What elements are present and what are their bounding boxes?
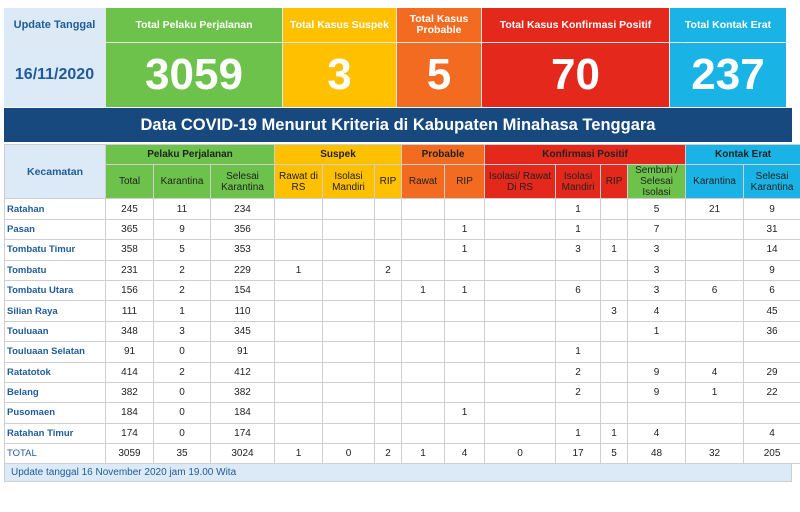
table-cell: 1 — [628, 321, 686, 341]
table-cell — [275, 321, 323, 341]
table-cell: 3 — [628, 240, 686, 260]
table-cell — [402, 342, 445, 362]
table-cell: 110 — [211, 301, 275, 321]
table-row — [5, 301, 800, 321]
table-cell — [323, 199, 375, 219]
column-header: Selesai Karantina — [744, 165, 800, 199]
district-name: Pasan — [5, 219, 106, 239]
table-cell — [375, 240, 402, 260]
table-row — [5, 280, 800, 300]
table-cell — [686, 260, 744, 280]
table-cell: 2 — [154, 280, 211, 300]
table-cell — [485, 342, 556, 362]
table-cell — [485, 382, 556, 402]
table-cell — [275, 403, 323, 423]
covid-dashboard — [4, 8, 792, 482]
table-cell: 9 — [628, 382, 686, 402]
table-row — [5, 382, 800, 402]
table-row — [5, 240, 800, 260]
table-row — [5, 260, 800, 280]
table-cell — [375, 423, 402, 443]
table-cell: 1 — [556, 342, 601, 362]
table-cell — [323, 342, 375, 362]
card-contacts-label: Total Kontak Erat — [670, 8, 786, 42]
table-cell: 184 — [211, 403, 275, 423]
table-cell — [601, 199, 628, 219]
table-cell: 365 — [106, 219, 154, 239]
table-cell — [485, 362, 556, 382]
table-cell: 0 — [154, 382, 211, 402]
card-travelers-label: Total Pelaku Perjalanan — [106, 8, 282, 42]
table-cell: 2 — [375, 260, 402, 280]
table-cell — [686, 403, 744, 423]
card-probable-value: 5 — [397, 43, 481, 107]
group-header: Konfirmasi Positif — [485, 145, 686, 165]
table-cell — [485, 321, 556, 341]
table-cell — [601, 362, 628, 382]
table-cell — [402, 240, 445, 260]
column-header: Isolasi Mandiri — [556, 165, 601, 199]
district-name: Touluaan Selatan — [5, 342, 106, 362]
table-cell: 9 — [154, 219, 211, 239]
table-cell — [402, 260, 445, 280]
column-header: Karantina — [686, 165, 744, 199]
table-cell — [323, 219, 375, 239]
table-cell — [628, 403, 686, 423]
district-name: TOTAL — [5, 444, 106, 464]
table-cell: 356 — [211, 219, 275, 239]
table-cell: 31 — [744, 219, 800, 239]
table-cell: 2 — [556, 362, 601, 382]
table-cell: 6 — [686, 280, 744, 300]
table-cell — [445, 382, 485, 402]
table-row — [5, 362, 800, 382]
table-cell — [402, 362, 445, 382]
district-name: Silian Raya — [5, 301, 106, 321]
table-cell: 45 — [744, 301, 800, 321]
group-header: Kontak Erat — [686, 145, 800, 165]
column-header: Isolasi/ Rawat Di RS — [485, 165, 556, 199]
table-cell — [445, 199, 485, 219]
table-cell — [375, 403, 402, 423]
kecamatan-header: Kecamatan — [5, 145, 106, 199]
table-cell: 0 — [154, 423, 211, 443]
table-cell — [601, 260, 628, 280]
table-cell — [402, 403, 445, 423]
table-cell: 3 — [628, 260, 686, 280]
table-cell: 5 — [601, 444, 628, 464]
table-cell — [601, 280, 628, 300]
table-cell — [744, 403, 800, 423]
table-cell: 22 — [744, 382, 800, 402]
table-cell — [375, 342, 402, 362]
table-cell: 17 — [556, 444, 601, 464]
table-cell: 2 — [154, 260, 211, 280]
table-cell — [375, 382, 402, 402]
update-date: 16/11/2020 — [4, 43, 105, 107]
table-cell: 91 — [106, 342, 154, 362]
table-cell: 29 — [744, 362, 800, 382]
table-cell — [375, 321, 402, 341]
table-cell: 3 — [556, 240, 601, 260]
table-cell: 1 — [445, 219, 485, 239]
table-cell — [485, 403, 556, 423]
table-cell: 1 — [445, 403, 485, 423]
district-name: Ratahan — [5, 199, 106, 219]
card-contacts-value: 237 — [670, 43, 786, 107]
table-cell: 174 — [106, 423, 154, 443]
table-cell — [323, 382, 375, 402]
table-cell: 1 — [402, 444, 445, 464]
table-cell: 14 — [744, 240, 800, 260]
column-header: Isolasi Mandiri — [323, 165, 375, 199]
card-travelers-value: 3059 — [106, 43, 282, 107]
table-cell — [485, 423, 556, 443]
table-cell — [445, 301, 485, 321]
table-cell: 2 — [375, 444, 402, 464]
table-cell — [323, 321, 375, 341]
table-cell: 353 — [211, 240, 275, 260]
column-header: Selesai Karantina — [211, 165, 275, 199]
table-cell: 4 — [628, 423, 686, 443]
footer-note: Update tanggal 16 November 2020 jam 19.00 Wita — [4, 464, 792, 482]
table-cell — [485, 280, 556, 300]
table-cell — [556, 301, 601, 321]
table-cell: 1 — [445, 280, 485, 300]
table-cell — [601, 382, 628, 402]
table-cell — [445, 321, 485, 341]
table-cell: 174 — [211, 423, 275, 443]
table-cell — [601, 219, 628, 239]
table-cell: 348 — [106, 321, 154, 341]
table-cell: 0 — [154, 342, 211, 362]
table-cell — [275, 219, 323, 239]
table-cell — [686, 342, 744, 362]
table-cell — [323, 403, 375, 423]
table-row — [5, 321, 800, 341]
column-header: Karantina — [154, 165, 211, 199]
table-cell — [445, 423, 485, 443]
district-name: Ratahan Timur — [5, 423, 106, 443]
card-suspect-label: Total Kasus Suspek — [283, 8, 396, 42]
card-confirmed-value: 70 — [482, 43, 669, 107]
table-cell: 21 — [686, 199, 744, 219]
table-cell: 382 — [211, 382, 275, 402]
table-cell: 91 — [211, 342, 275, 362]
table-cell: 234 — [211, 199, 275, 219]
table-cell — [556, 321, 601, 341]
table-cell: 358 — [106, 240, 154, 260]
table-cell: 1 — [556, 219, 601, 239]
table-cell: 9 — [628, 362, 686, 382]
table-cell: 0 — [323, 444, 375, 464]
district-table — [4, 144, 800, 464]
table-row — [5, 423, 800, 443]
table-cell — [375, 219, 402, 239]
table-cell: 1 — [275, 260, 323, 280]
table-cell — [323, 260, 375, 280]
table-cell — [275, 362, 323, 382]
table-cell: 4 — [628, 301, 686, 321]
table-cell: 412 — [211, 362, 275, 382]
table-cell: 2 — [556, 382, 601, 402]
table-cell — [628, 342, 686, 362]
table-cell — [275, 342, 323, 362]
group-header: Suspek — [275, 145, 402, 165]
table-cell — [686, 240, 744, 260]
table-cell — [402, 321, 445, 341]
table-cell: 0 — [154, 403, 211, 423]
table-cell: 1 — [686, 382, 744, 402]
table-cell: 382 — [106, 382, 154, 402]
table-cell — [445, 362, 485, 382]
table-cell — [375, 362, 402, 382]
table-cell — [323, 423, 375, 443]
table-cell: 245 — [106, 199, 154, 219]
table-cell: 3 — [154, 321, 211, 341]
table-cell — [275, 199, 323, 219]
table-cell: 48 — [628, 444, 686, 464]
column-header: Rawat di RS — [275, 165, 323, 199]
district-name: Pusomaen — [5, 403, 106, 423]
table-cell: 32 — [686, 444, 744, 464]
table-cell — [275, 423, 323, 443]
table-cell — [402, 423, 445, 443]
table-cell — [485, 199, 556, 219]
table-cell — [686, 321, 744, 341]
table-cell: 4 — [744, 423, 800, 443]
table-cell: 154 — [211, 280, 275, 300]
table-cell — [744, 342, 800, 362]
table-cell: 5 — [628, 199, 686, 219]
district-name: Ratatotok — [5, 362, 106, 382]
table-row — [5, 199, 800, 219]
table-cell — [601, 342, 628, 362]
table-cell: 414 — [106, 362, 154, 382]
table-cell: 0 — [485, 444, 556, 464]
district-name: Tombatu Timur — [5, 240, 106, 260]
table-cell — [323, 362, 375, 382]
table-cell: 6 — [556, 280, 601, 300]
table-cell: 1 — [445, 240, 485, 260]
table-cell: 229 — [211, 260, 275, 280]
table-cell — [375, 280, 402, 300]
update-label: Update Tanggal — [4, 8, 105, 42]
table-cell: 36 — [744, 321, 800, 341]
table-cell — [485, 260, 556, 280]
table-cell: 1 — [154, 301, 211, 321]
column-header: Total — [106, 165, 154, 199]
table-cell — [275, 240, 323, 260]
group-header: Probable — [402, 145, 485, 165]
table-cell: 4 — [686, 362, 744, 382]
table-row — [5, 403, 800, 423]
table-cell: 35 — [154, 444, 211, 464]
table-cell — [402, 382, 445, 402]
table-cell — [485, 240, 556, 260]
table-cell: 231 — [106, 260, 154, 280]
district-name: Belang — [5, 382, 106, 402]
table-cell: 4 — [445, 444, 485, 464]
table-cell — [402, 301, 445, 321]
table-cell — [445, 260, 485, 280]
table-cell — [375, 199, 402, 219]
table-cell: 111 — [106, 301, 154, 321]
table-cell: 9 — [744, 260, 800, 280]
table-cell: 1 — [275, 444, 323, 464]
table-cell: 6 — [744, 280, 800, 300]
table-cell: 11 — [154, 199, 211, 219]
table-cell — [275, 301, 323, 321]
group-header: Pelaku Perjalanan — [106, 145, 275, 165]
table-cell — [485, 301, 556, 321]
table-cell: 1 — [556, 423, 601, 443]
table-cell — [601, 321, 628, 341]
table-cell: 205 — [744, 444, 800, 464]
table-cell: 5 — [154, 240, 211, 260]
table-cell — [275, 382, 323, 402]
table-cell — [323, 280, 375, 300]
column-header: Sembuh / Selesai Isolasi — [628, 165, 686, 199]
table-cell: 7 — [628, 219, 686, 239]
column-header: RIP — [445, 165, 485, 199]
table-cell — [275, 280, 323, 300]
table-cell — [323, 240, 375, 260]
table-cell — [485, 219, 556, 239]
table-row — [5, 219, 800, 239]
column-header: Rawat — [402, 165, 445, 199]
table-cell: 3059 — [106, 444, 154, 464]
table-cell: 1 — [556, 199, 601, 219]
table-cell — [686, 301, 744, 321]
table-cell: 3 — [628, 280, 686, 300]
card-suspect-value: 3 — [283, 43, 396, 107]
table-row — [5, 342, 800, 362]
table-cell — [556, 403, 601, 423]
banner-title: Data COVID-19 Menurut Kriteria di Kabupaten Minahasa Tenggara — [4, 108, 792, 142]
column-header: RIP — [375, 165, 402, 199]
table-cell — [445, 342, 485, 362]
table-cell: 156 — [106, 280, 154, 300]
table-cell: 1 — [402, 280, 445, 300]
column-header: RIP — [601, 165, 628, 199]
table-cell — [601, 403, 628, 423]
total-row — [5, 444, 800, 464]
table-cell — [556, 260, 601, 280]
district-name: Tombatu Utara — [5, 280, 106, 300]
table-cell — [686, 219, 744, 239]
table-cell — [686, 423, 744, 443]
summary-panel — [4, 8, 772, 107]
table-cell — [402, 219, 445, 239]
table-cell — [375, 301, 402, 321]
table-cell: 3 — [601, 301, 628, 321]
table-cell: 9 — [744, 199, 800, 219]
table-cell: 345 — [211, 321, 275, 341]
card-probable-label: Total Kasus Probable — [397, 8, 481, 42]
card-confirmed-label: Total Kasus Konfirmasi Positif — [482, 8, 669, 42]
table-cell: 2 — [154, 362, 211, 382]
table-cell: 1 — [601, 240, 628, 260]
table-cell — [402, 199, 445, 219]
table-cell: 184 — [106, 403, 154, 423]
district-name: Tombatu — [5, 260, 106, 280]
table-cell: 1 — [601, 423, 628, 443]
district-name: Touluaan — [5, 321, 106, 341]
table-cell: 3024 — [211, 444, 275, 464]
table-cell — [323, 301, 375, 321]
